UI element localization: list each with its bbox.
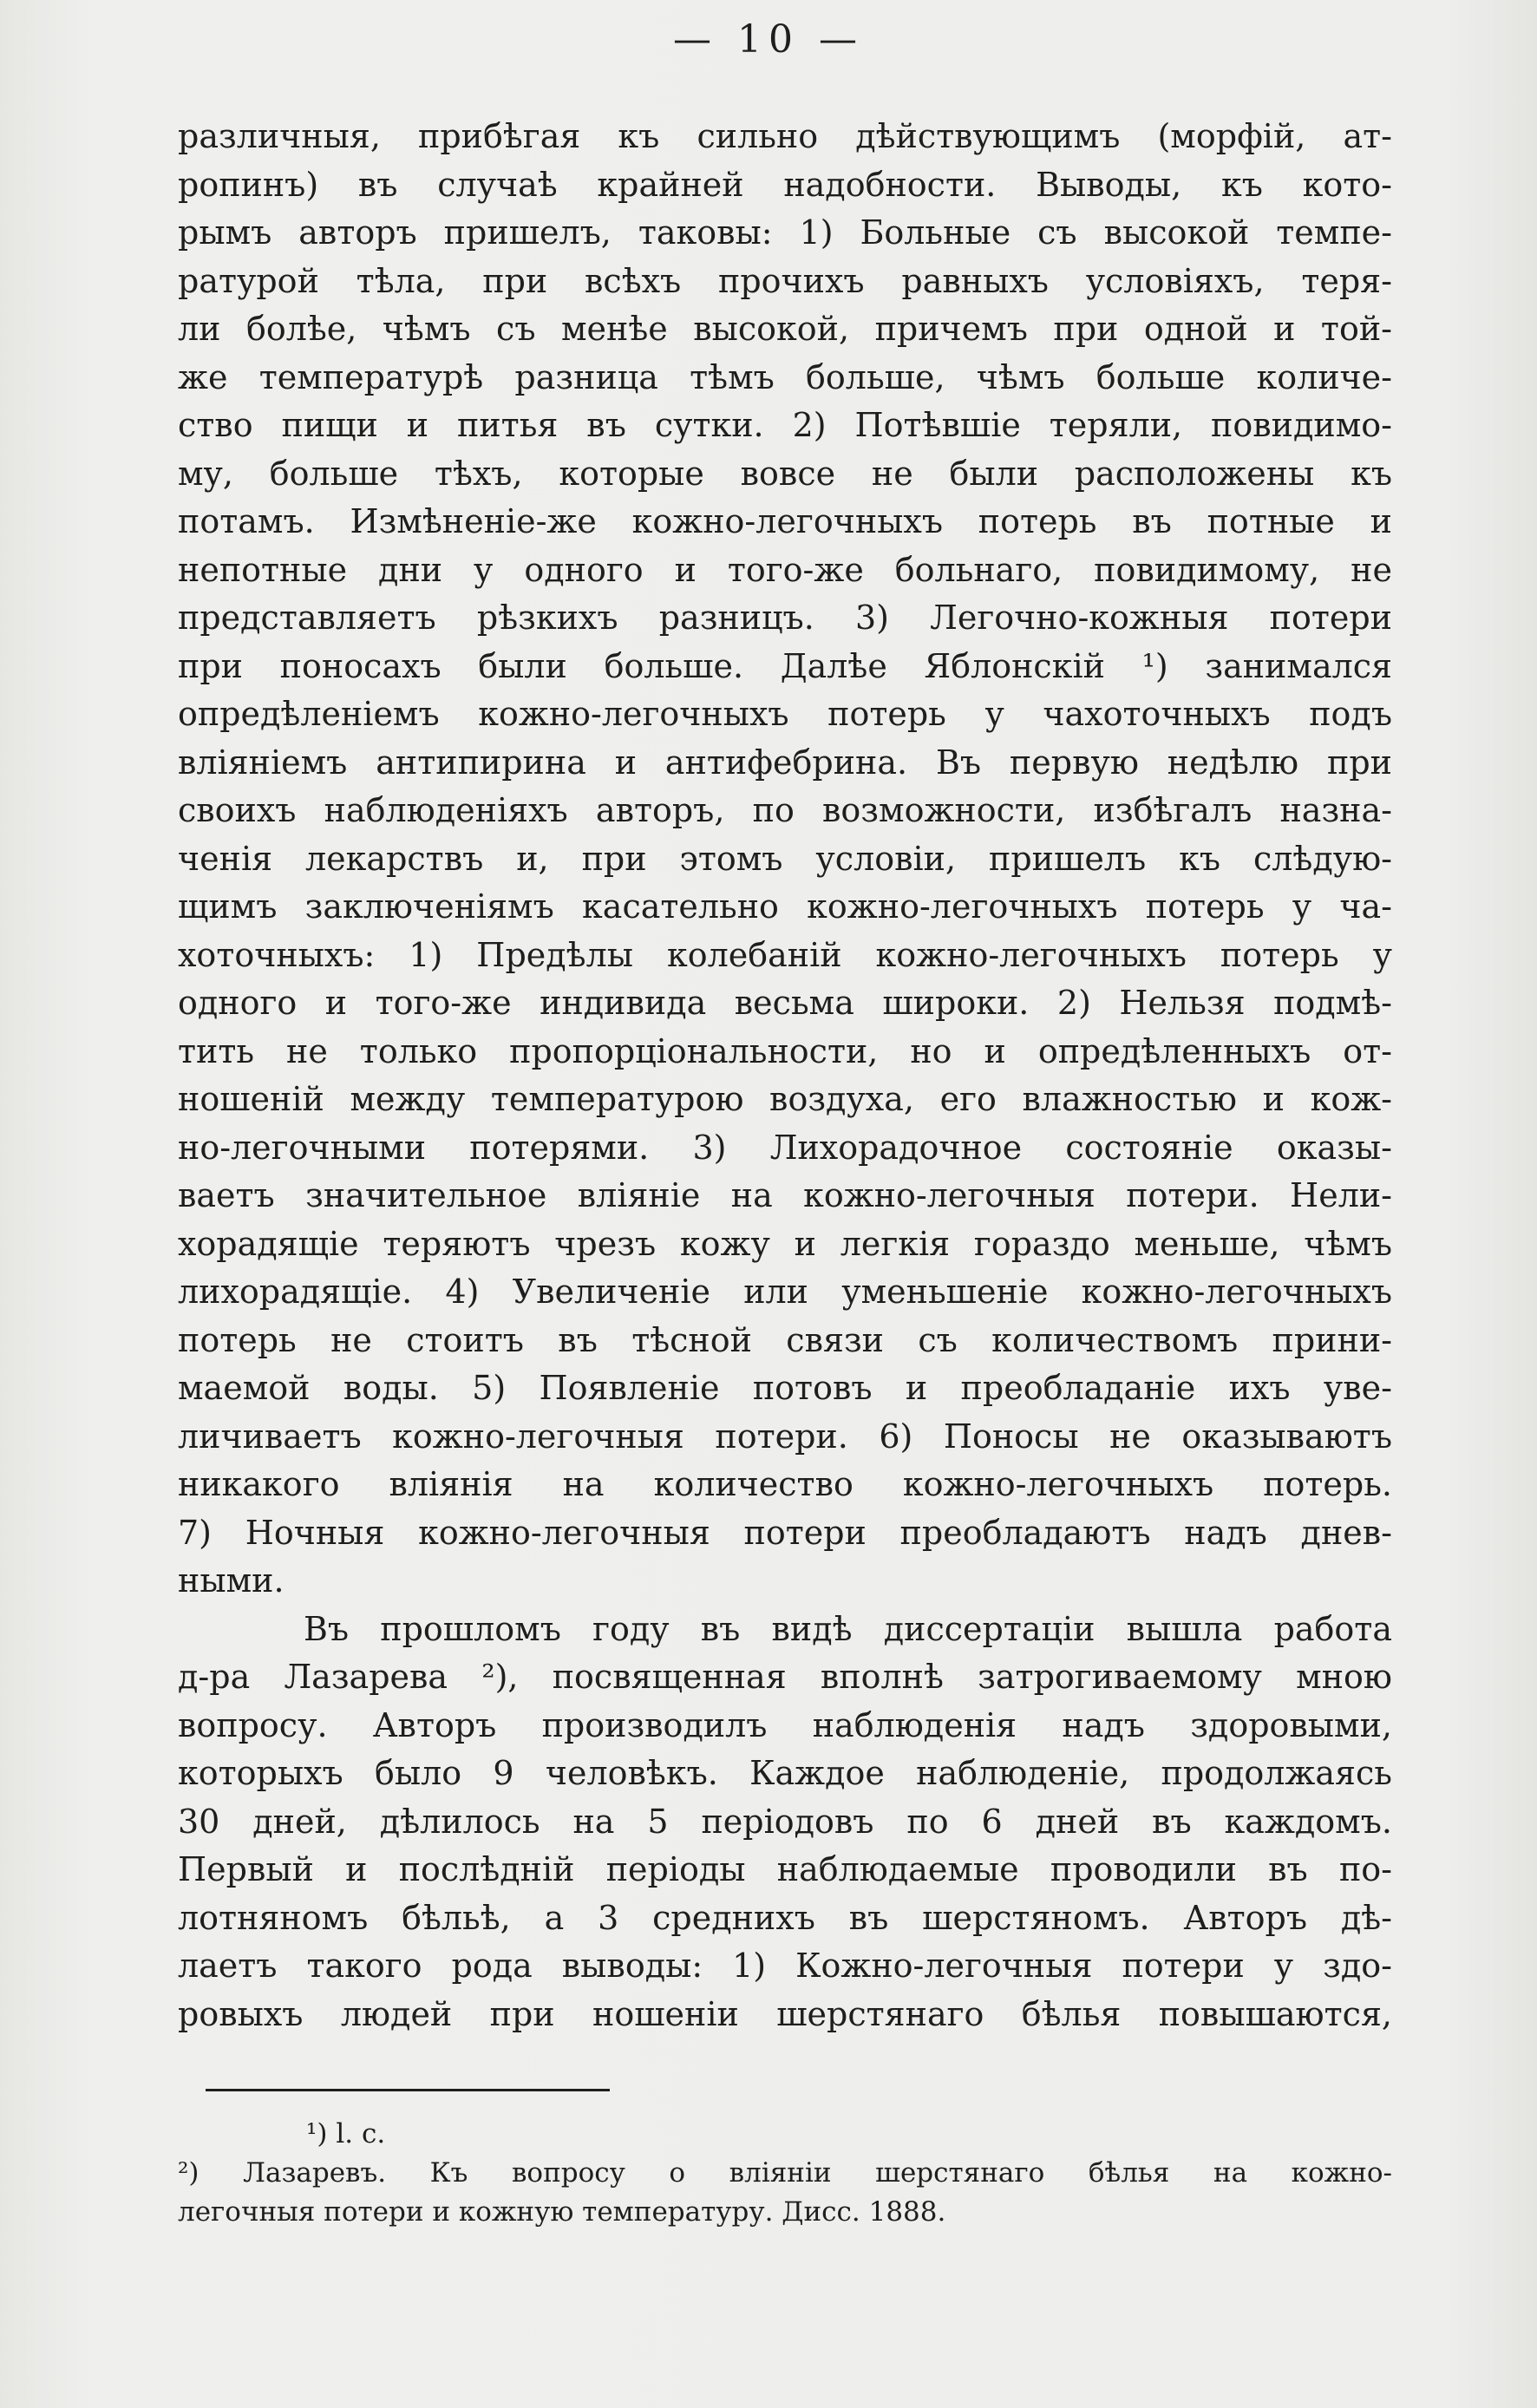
text-line: но-легочными потерями. 3) Лихорадочное состояніе оказы- [178,1128,1392,1167]
text-line: различныя, прибѣгая къ сильно дѣйствующимъ (морфій, ат- [178,117,1392,155]
text-line: личиваетъ кожно-легочныя потери. 6) Поносы не оказываютъ [178,1417,1392,1456]
text-line: хоточныхъ: 1) Предѣлы колебаній кожно-легочныхъ потерь у [178,935,1392,974]
footnote-line: легочныя потери и кожную температуру. Дисс. 1888. [178,2196,946,2228]
footnote-line: ²) Лазаревъ. Къ вопросу о вліяніи шерстянаго бѣлья на кожно- [178,2157,1392,2189]
text-line: му, больше тѣхъ, которые вовсе не были расположены къ [178,454,1392,493]
text-line: лотняномъ бѣльѣ, а 3 среднихъ въ шерстяномъ. Авторъ дѣ- [178,1898,1392,1937]
text-line: 7) Ночныя кожно-легочныя потери преобладаютъ надъ днев- [178,1513,1392,1552]
text-line: одного и того-же индивида весьма широки. 2) Нельзя подмѣ- [178,984,1392,1022]
text-line: ли болѣе, чѣмъ съ менѣе высокой, причемъ при одной и той- [178,310,1392,348]
text-line: ваетъ значительное вліяніе на кожно-легочныя потери. Нели- [178,1176,1392,1214]
text-line: непотные дни у одного и того-же больнаго, повидимому, не [178,550,1392,589]
text-line: щимъ заключеніямъ касательно кожно-легочныхъ потерь у ча- [178,887,1392,926]
text-line: 30 дней, дѣлилось на 5 періодовъ по 6 дней въ каждомъ. [178,1802,1392,1841]
footnotes [178,2115,1392,2232]
text-line: при поносахъ были больше. Далѣе Яблонскій ¹) занимался [178,646,1392,685]
text-line: ченія лекарствъ и, при этомъ условіи, пришелъ къ слѣдую- [178,839,1392,878]
text-line: никакого вліянія на количество кожно-легочныхъ потерь. [178,1465,1392,1503]
text-line: лаетъ такого рода выводы: 1) Кожно-легочныя потери у здо- [178,1947,1392,1985]
main-text [178,113,1392,2038]
text-line: вліяніемъ антипирина и антифебрина. Въ первую недѣлю при [178,743,1392,782]
text-line: опредѣленіемъ кожно-легочныхъ потерь у чахоточныхъ подъ [178,695,1392,733]
text-line: представляетъ рѣзкихъ разницъ. 3) Легочно-кожныя потери [178,599,1392,637]
text-line: тить не только пропорціональности, но и опредѣленныхъ от- [178,1031,1392,1070]
text-line: ными. [178,1561,285,1600]
footnote-separator [206,2089,610,2091]
text-line: потамъ. Измѣненіе-же кожно-легочныхъ потерь въ потные и [178,502,1392,540]
text-line: Въ прошломъ году въ видѣ диссертаціи вышла работа [304,1609,1392,1648]
text-line: ратурой тѣла, при всѣхъ прочихъ равныхъ условіяхъ, теря- [178,261,1392,300]
text-line: хорадящіе теряютъ чрезъ кожу и легкія гораздо меньше, чѣмъ [178,1224,1392,1263]
text-line: ропинъ) въ случаѣ крайней надобности. Выводы, къ кото- [178,165,1392,204]
text-line: д-ра Лазарева ²), посвященная вполнѣ затрогиваемому мною [178,1658,1392,1696]
text-line: ровыхъ людей при ношеніи шерстянаго бѣлья повышаются, [178,1994,1392,2033]
text-line: лихорадящіе. 4) Увеличеніе или уменьшеніе кожно-легочныхъ [178,1273,1392,1311]
text-line: Первый и послѣдній періоды наблюдаемые проводили въ по- [178,1850,1392,1888]
text-line: ство пищи и питья въ сутки. 2) Потѣвшіе теряли, повидимо- [178,406,1392,444]
text-line: потерь не стоитъ въ тѣсной связи съ количествомъ прини- [178,1320,1392,1359]
text-line: вопросу. Авторъ производилъ наблюденія надъ здоровыми, [178,1705,1392,1744]
text-line: которыхъ было 9 человѣкъ. Каждое наблюденіе, продолжаясь [178,1754,1392,1792]
page-number: — 10 — [673,17,864,62]
text-line: маемой воды. 5) Появленіе потовъ и преобладаніе ихъ уве- [178,1369,1392,1407]
text-line: же температурѣ разница тѣмъ больше, чѣмъ больше количе- [178,357,1392,396]
footnote-line: ¹) l. c. [306,2118,386,2150]
paragraph-1 [178,113,1392,1606]
text-line: своихъ наблюденіяхъ авторъ, по возможности, избѣгалъ назна- [178,791,1392,829]
text-line: рымъ авторъ пришелъ, таковы: 1) Больные съ высокой темпе- [178,213,1392,252]
text-line: ношеній между температурою воздуха, его влажностью и кож- [178,1080,1392,1118]
paragraph-2 [178,1606,1392,2039]
